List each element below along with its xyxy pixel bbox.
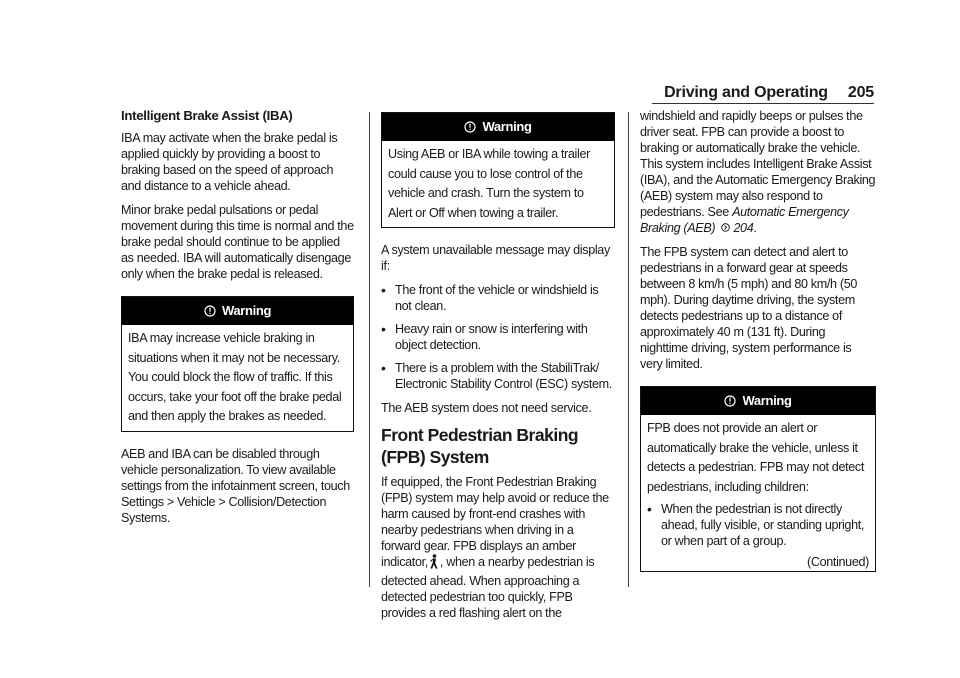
- text-run: , when a nearby pedestrian is detected ahead. When approaching a detected pedestrian too quickly, FPB provides a red flashing alert on the: [381, 555, 595, 620]
- text-run: windshield and rapidly beeps or pulses the driver seat. FPB can provide a boost to braking or automatically brake the vehicle. This system includes Intelligent Brake Assist (IBA), and the Automatic Emergency Braking (AEB) system may also respond to pedestrians. See: [640, 109, 876, 219]
- warning-body: [641, 415, 875, 571]
- continued-label: (Continued): [807, 555, 869, 569]
- column-3: [640, 108, 876, 582]
- cross-reference-link[interactable]: Automatic Emergency Braking (AEB): [640, 205, 849, 235]
- page-reference-icon: [721, 220, 730, 236]
- bullet-list: [647, 501, 869, 549]
- pedestrian-icon: [429, 554, 439, 573]
- warning-title: Warning: [482, 119, 532, 134]
- section-title: Driving and Operating: [664, 84, 828, 101]
- text-run: .: [753, 221, 757, 235]
- warning-icon: [464, 121, 476, 133]
- list-item: • Heavy rain or snow is interfering with object detection.: [381, 321, 615, 353]
- column-2: [381, 112, 615, 629]
- text-run: If equipped, the Front Pedestrian Braking (FPB) system may help avoid or reduce the harm caused by front-end crashes with nearby pedestrians when driving in a forward gear. FPB displays an amber indicator,: [381, 475, 609, 569]
- paragraph: A system unavailable message may display if:: [381, 243, 610, 273]
- page-number: 205: [847, 84, 874, 101]
- section-heading-fpb: Front Pedestrian Braking (FPB) System: [381, 425, 579, 467]
- paragraph: [381, 474, 615, 621]
- warning-header: [122, 297, 353, 325]
- warning-text: IBA may increase vehicle braking in situations when it may not be necessary. You could block the flow of traffic. If this occurs, take your foot off the brake pedal and then apply the brakes as needed.: [128, 331, 342, 423]
- warning-title: Warning: [221, 303, 272, 318]
- column-1: [121, 108, 354, 534]
- paragraph: The AEB system does not need service.: [381, 401, 592, 415]
- list-item: • When the pedestrian is not directly ahead, fully visible, or standing upright, or when part of a group.: [647, 501, 869, 549]
- section-heading-iba: Intelligent Brake Assist (IBA): [121, 108, 293, 123]
- list-item: • There is a problem with the StabiliTrak/ Electronic Stability Control (ESC) system.: [381, 360, 615, 392]
- warning-title: Warning: [742, 393, 792, 408]
- list-item: • The front of the vehicle or windshield is not clean.: [381, 282, 615, 314]
- paragraph: [640, 108, 876, 236]
- warning-icon: [204, 305, 216, 317]
- warning-header: [641, 387, 875, 415]
- paragraph: IBA may activate when the brake pedal is applied quickly by providing a boost to braking based on the speed of approach and distance to a vehicle ahead.: [121, 131, 338, 193]
- warning-header: [382, 113, 614, 141]
- paragraph: Minor brake pedal pulsations or pedal movement during this time is normal and the brake pedal should continue to be applied as needed. IBA will automatically disengage only when the brake pedal is released.: [121, 203, 354, 281]
- page-reference[interactable]: 204: [733, 221, 754, 235]
- warning-text: Using AEB or IBA while towing a trailer could cause you to lose control of the vehicle and crash. Turn the system to Alert or Off when towing a trailer.: [388, 147, 590, 220]
- column-divider: [628, 112, 629, 587]
- warning-icon: [724, 395, 736, 407]
- header-rule: [652, 103, 874, 104]
- paragraph: The FPB system can detect and alert to pedestrians in a forward gear at speeds between 8 km/h (5 mph) and 80 km/h (50 mph). During daytime driving, the system detects pedestrians up to a distance of approximately 40 m (131 ft). During nighttime driving, system performance is very limited.: [640, 245, 858, 371]
- bullet-list: [381, 282, 615, 392]
- warning-box: [381, 112, 615, 228]
- warning-text: FPB does not provide an alert or automatically brake the vehicle, unless it detects a pedestrian. FPB may not detect pedestrians, including children:: [647, 421, 865, 494]
- warning-box: [121, 296, 354, 432]
- column-divider: [369, 112, 370, 587]
- page-header: [654, 84, 874, 104]
- warning-box: [640, 386, 876, 572]
- paragraph: AEB and IBA can be disabled through vehicle personalization. To view available settings from the infotainment screen, touch Settings > Vehicle > Collision/Detection Systems.: [121, 446, 350, 525]
